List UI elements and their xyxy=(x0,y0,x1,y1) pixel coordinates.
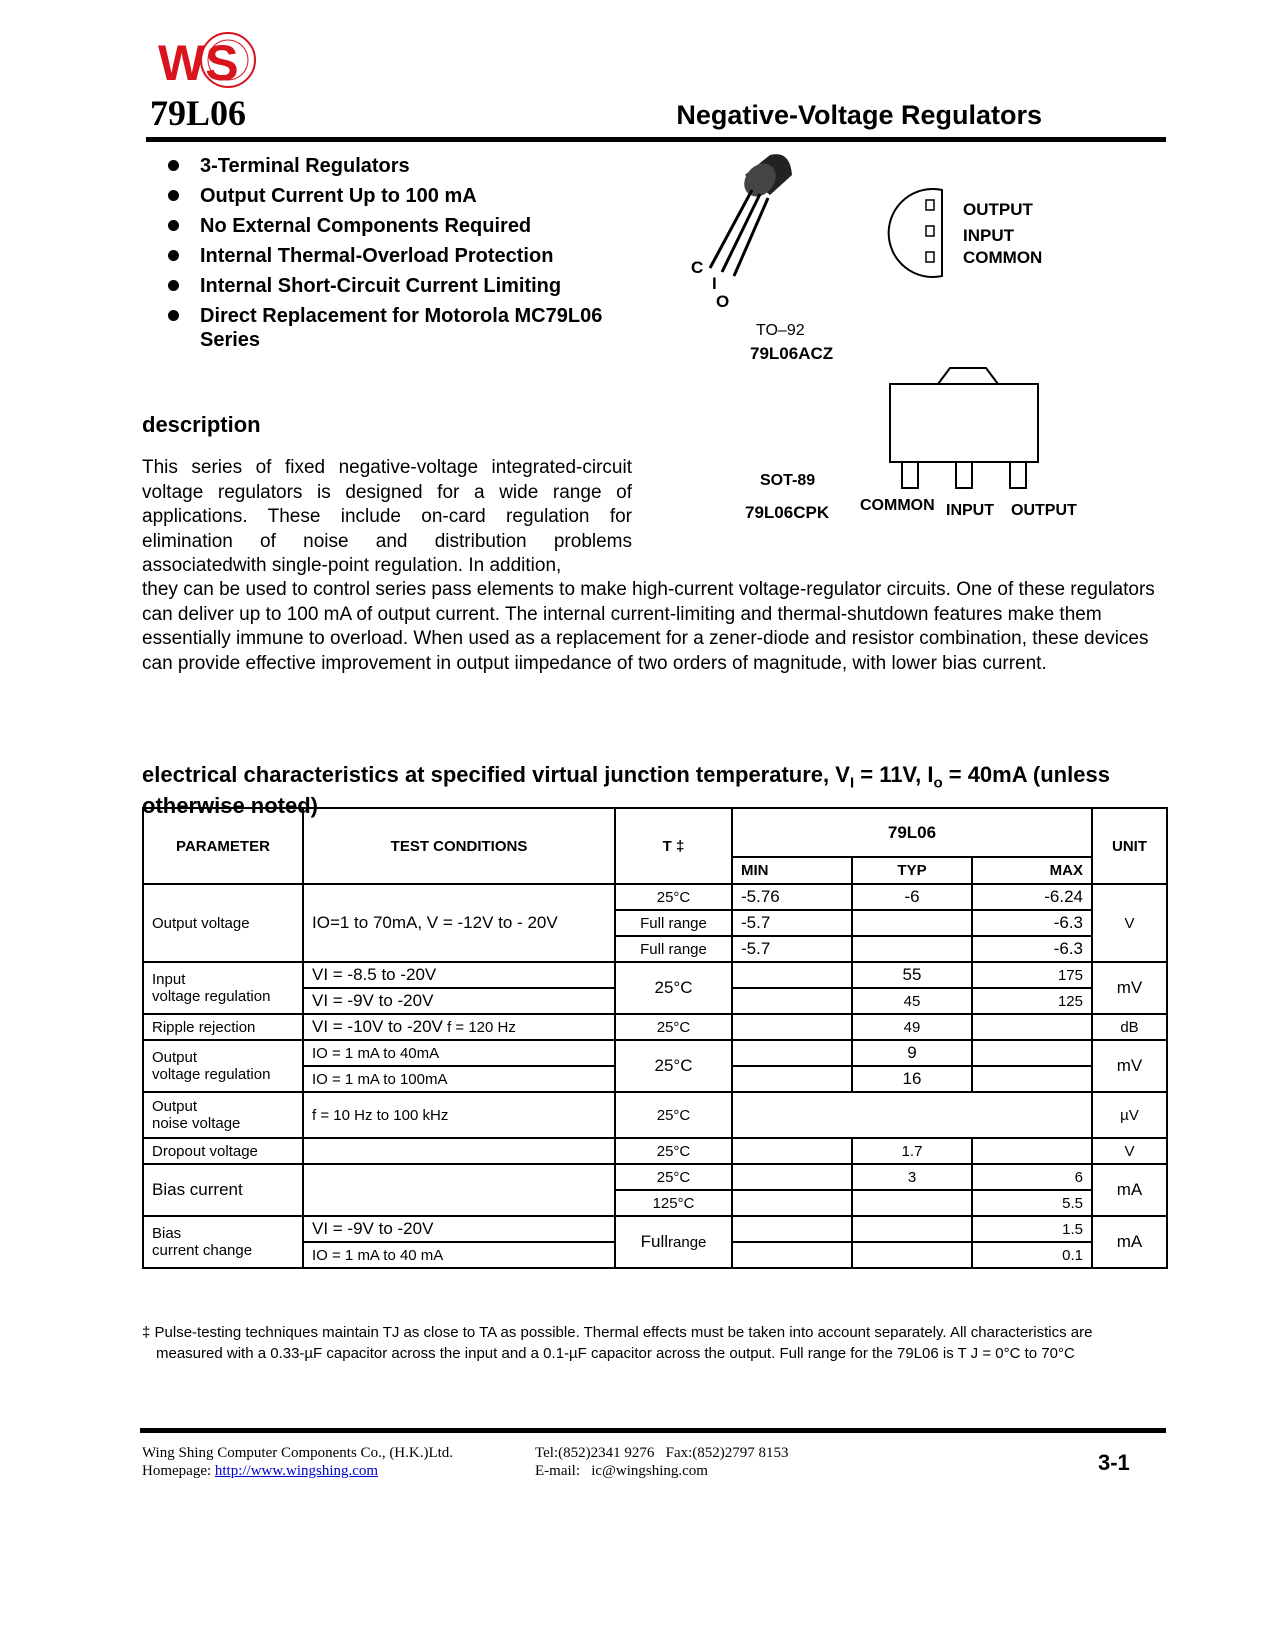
header-parameter: PARAMETER xyxy=(143,808,303,884)
document-title: Negative-Voltage Regulators xyxy=(676,100,1042,130)
min-cell xyxy=(732,1014,852,1040)
footer-email: E-mail: ic@wingshing.com xyxy=(535,1463,708,1479)
footer-rule xyxy=(140,1428,1166,1433)
footer-company: Wing Shing Computer Components Co., (H.K.)Ltd. xyxy=(142,1445,454,1461)
temp-cell: 25°C xyxy=(615,1040,732,1092)
company-logo xyxy=(158,22,258,102)
unit-cell: µV xyxy=(1092,1092,1167,1138)
param-input-regulation: Input voltage regulation xyxy=(143,962,303,1014)
to92-pin-c-label: C xyxy=(691,258,704,277)
param-output-noise: Output noise voltage xyxy=(143,1092,303,1138)
sot89-part-label: 79L06CPK xyxy=(745,503,830,522)
max-cell: 5.5 xyxy=(972,1190,1092,1216)
temp-cell: 25°C xyxy=(615,1092,732,1138)
header-min: MIN xyxy=(732,857,852,884)
min-cell: -5.7 xyxy=(732,936,852,962)
header-rule xyxy=(146,137,1166,142)
table-header-row xyxy=(143,808,1167,857)
unit-cell: mA xyxy=(1092,1164,1167,1216)
table-row xyxy=(143,1040,1167,1066)
homepage-link[interactable]: http://www.wingshing.com xyxy=(214,1463,379,1479)
cond-cell: VI = -9V to -20V xyxy=(303,988,615,1014)
temp-cell: Full range xyxy=(615,910,732,936)
cond-cell: IO = 1 mA to 40 mA xyxy=(303,1242,615,1268)
param-bias-current-change: Bias current change xyxy=(143,1216,303,1268)
description-heading: description xyxy=(142,412,261,437)
to92-package-drawing xyxy=(700,150,820,290)
max-cell xyxy=(972,1138,1092,1164)
typ-cell: 16 xyxy=(852,1066,972,1092)
feature-item: Output Current Up to 100 mA xyxy=(168,184,638,208)
cond-cell: VI = -8.5 to -20V xyxy=(303,962,615,988)
param-output-regulation: Output voltage regulation xyxy=(143,1040,303,1092)
cond-cell: f = 10 Hz to 100 kHz xyxy=(303,1092,615,1138)
feature-item: No External Components Required xyxy=(168,214,638,238)
cond-output-voltage: IO=1 to 70mA, V = -12V to - 20V xyxy=(303,884,615,962)
header-unit: UNIT xyxy=(1092,808,1167,884)
header-max: MAX xyxy=(972,857,1092,884)
to92-pin-output: OUTPUT xyxy=(963,200,1033,219)
to92-pin-i-label: I xyxy=(712,274,717,293)
max-cell: -6.24 xyxy=(972,884,1092,910)
value-cell xyxy=(732,1092,1092,1138)
min-cell xyxy=(732,962,852,988)
electrical-characteristics-heading: electrical characteristics at specified virtual junction temperature, $V_I = 11V$, $I_o = 40mA$ (unless otherwise noted) xyxy=(142,762,1110,819)
min-cell xyxy=(732,1242,852,1268)
typ-cell xyxy=(852,1216,972,1242)
description-paragraph-1: This series of fixed negative-voltage integrated-circuit voltage regulators is designed for a wide range of applications. These include on-card regulation for elimination of noise and distribution problems associatedwith single-point regulation. In addition, xyxy=(142,457,632,576)
param-dropout-voltage: Dropout voltage xyxy=(143,1138,303,1164)
to92-pin-o-label: O xyxy=(716,292,730,311)
unit-cell: mV xyxy=(1092,962,1167,1014)
header-typ: TYP xyxy=(852,857,972,884)
typ-cell: 45 xyxy=(852,988,972,1014)
feature-item: Internal Thermal-Overload Protection xyxy=(168,244,638,268)
temp-cell: 25°C xyxy=(615,962,732,1014)
min-cell xyxy=(732,1138,852,1164)
bullet-icon xyxy=(168,280,179,291)
table-row xyxy=(143,962,1167,988)
typ-cell: 3 xyxy=(852,1164,972,1190)
cond-cell: IO = 1 mA to 40mA xyxy=(303,1040,615,1066)
min-cell xyxy=(732,988,852,1014)
max-cell: 0.1 xyxy=(972,1242,1092,1268)
to92-package-label: TO–92 xyxy=(756,322,805,339)
to92-part-label: 79L06ACZ xyxy=(750,344,834,363)
temp-cell: 25°C xyxy=(615,884,732,910)
logo-text: WS xyxy=(158,35,239,91)
description-paragraph-2: they can be used to control series pass elements to make high-current voltage-regulator circuits. One of these regulators can deliver up to 100 mA of output current. The internal current-limiting and thermal-shutdown features make them essentially immune to overload. When used as a replacement for a zener-diode and resistor combination, these devices can provide effective improvement in output iimpedance of two orders of magnitude, with lower bias current. xyxy=(142,579,1155,674)
table-row xyxy=(143,884,1167,910)
cond-cell xyxy=(303,1138,615,1164)
unit-cell: V xyxy=(1092,884,1167,962)
to92-pin-common: COMMON xyxy=(963,248,1043,267)
max-cell: -6.3 xyxy=(972,936,1092,962)
feature-list xyxy=(168,154,638,358)
typ-cell xyxy=(852,910,972,936)
to92-pinout-drawing xyxy=(880,188,950,280)
param-bias-current: Bias current xyxy=(143,1164,303,1216)
temp-cell: 25°C xyxy=(615,1014,732,1040)
sot89-pin-output: OUTPUT xyxy=(1011,502,1077,519)
table-row xyxy=(143,1014,1167,1040)
cond-cell xyxy=(303,1164,615,1216)
feature-item: Internal Short-Circuit Current Limiting xyxy=(168,274,638,298)
max-cell: 175 xyxy=(972,962,1092,988)
cond-cell: VI = -9V to -20V xyxy=(303,1216,615,1242)
typ-cell xyxy=(852,1190,972,1216)
typ-cell: -6 xyxy=(852,884,972,910)
typ-cell: 9 xyxy=(852,1040,972,1066)
footer-homepage: Homepage: http://www.wingshing.com xyxy=(142,1463,379,1479)
temp-cell: Full range xyxy=(615,936,732,962)
typ-cell: 55 xyxy=(852,962,972,988)
min-cell: -5.7 xyxy=(732,910,852,936)
max-cell xyxy=(972,1066,1092,1092)
min-cell xyxy=(732,1190,852,1216)
sot89-pin-common: COMMON xyxy=(860,497,935,514)
to92-pin-input: INPUT xyxy=(963,226,1014,245)
bullet-icon xyxy=(168,160,179,171)
sot89-package-drawing xyxy=(888,364,1048,492)
temp-cell: 25°C xyxy=(615,1138,732,1164)
temp-cell: 125°C xyxy=(615,1190,732,1216)
feature-item: 3-Terminal Regulators xyxy=(168,154,638,178)
sot89-pin-input: INPUT xyxy=(946,502,994,519)
max-cell xyxy=(972,1040,1092,1066)
typ-cell xyxy=(852,1242,972,1268)
part-number-title: 79L06 xyxy=(150,93,247,133)
max-cell: 1.5 xyxy=(972,1216,1092,1242)
footer-tel: Tel:(852)2341 9276 Fax:(852)2797 8153 xyxy=(535,1445,789,1461)
header-part: 79L06 xyxy=(732,808,1092,857)
max-cell xyxy=(972,1014,1092,1040)
unit-cell: mA xyxy=(1092,1216,1167,1268)
header-test-conditions: TEST CONDITIONS xyxy=(303,808,615,884)
unit-cell: V xyxy=(1092,1138,1167,1164)
max-cell: 6 xyxy=(972,1164,1092,1190)
min-cell xyxy=(732,1066,852,1092)
min-cell: -5.76 xyxy=(732,884,852,910)
unit-cell: dB xyxy=(1092,1014,1167,1040)
bullet-icon xyxy=(168,190,179,201)
temp-cell: 25°C xyxy=(615,1164,732,1190)
bullet-icon xyxy=(168,220,179,231)
max-cell: 125 xyxy=(972,988,1092,1014)
min-cell xyxy=(732,1216,852,1242)
sot89-package-label: SOT-89 xyxy=(760,472,816,489)
typ-cell: 49 xyxy=(852,1014,972,1040)
cond-cell: VI = -10V to -20V f = 120 Hz xyxy=(303,1014,615,1040)
bullet-icon xyxy=(168,310,179,321)
electrical-characteristics-table xyxy=(142,807,1168,1269)
table-row xyxy=(143,1216,1167,1242)
page-number: 3-1 xyxy=(1098,1450,1130,1475)
temp-cell: Fullrange xyxy=(615,1216,732,1268)
table-row xyxy=(143,1092,1167,1138)
table-row xyxy=(143,1164,1167,1190)
typ-cell: 1.7 xyxy=(852,1138,972,1164)
cond-cell: IO = 1 mA to 100mA xyxy=(303,1066,615,1092)
header-temperature: T ‡ xyxy=(615,808,732,884)
min-cell xyxy=(732,1040,852,1066)
max-cell: -6.3 xyxy=(972,910,1092,936)
unit-cell: mV xyxy=(1092,1040,1167,1092)
feature-item: Direct Replacement for Motorola MC79L06 Series xyxy=(168,304,610,352)
min-cell xyxy=(732,1164,852,1190)
table-footnote: ‡ Pulse-testing techniques maintain TJ as close to TA as possible. Thermal effects must be taken into account separately. All characteristics are measured with a 0.33-µF capacitor across the input and a 0.1-µF capacitor across the output. Full range for the 79L06 is T J = 0°C to 70°C xyxy=(142,1324,1093,1362)
param-output-voltage: Output voltage xyxy=(143,884,303,962)
typ-cell xyxy=(852,936,972,962)
param-ripple-rejection: Ripple rejection xyxy=(143,1014,303,1040)
bullet-icon xyxy=(168,250,179,261)
table-row xyxy=(143,1138,1167,1164)
